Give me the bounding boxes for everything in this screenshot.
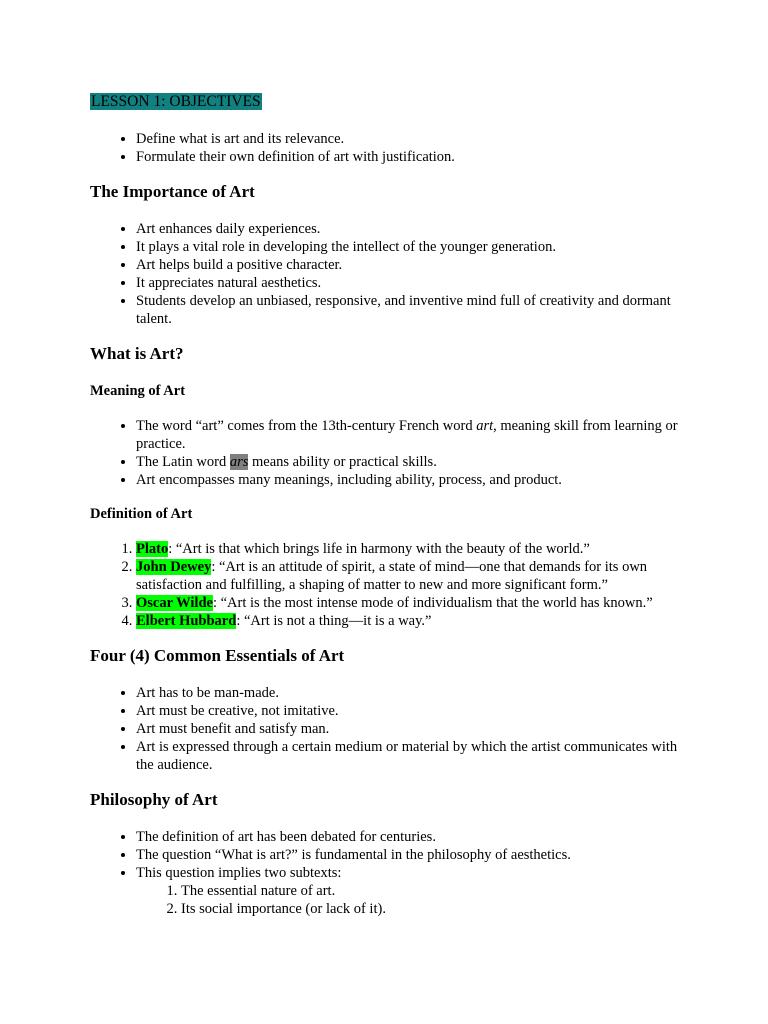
list-item: • Art has to be man-made. <box>136 684 690 702</box>
definition-heading: Definition of Art <box>90 506 193 522</box>
author-name: Plato <box>136 541 169 557</box>
meaning-text: The Latin word <box>136 454 230 470</box>
meaning-text: means ability or practical skills. <box>248 454 437 470</box>
list-item: • Art is expressed through a certain medium or material by which the artist communicates with the audience. <box>136 738 690 774</box>
author-name: Elbert Hubbard <box>136 613 237 629</box>
list-item <box>136 558 690 594</box>
objectives-list <box>90 130 690 166</box>
list-item: • Art must be creative, not imitative. <box>136 702 690 720</box>
list-item-text: This question implies two subtexts: <box>136 865 342 881</box>
philosophy-heading: Philosophy of Art <box>90 790 218 809</box>
list-item <box>136 864 690 918</box>
quote-text: : “Art is not a thing—it is a way.” <box>236 613 432 629</box>
essentials-list <box>90 684 690 774</box>
subtexts-list <box>136 882 690 918</box>
list-item: • Formulate their own definition of art with justification. <box>136 148 690 166</box>
quote-text: : “Art is the most intense mode of individualism that the world has known.” <box>212 595 653 611</box>
list-item: 1. The essential nature of art. <box>181 882 690 900</box>
list-item: • Art must benefit and satisfy man. <box>136 720 690 738</box>
philosophy-list <box>90 828 690 918</box>
list-item: 2. Its social importance (or lack of it). <box>181 900 690 918</box>
list-item: • The question “What is art?” is fundamental in the philosophy of aesthetics. <box>136 846 690 864</box>
meaning-text: , meaning skill from learning or practice. <box>136 418 678 452</box>
list-item: • It appreciates natural aesthetics. <box>136 274 690 292</box>
lesson-title <box>90 93 690 111</box>
author-name: John Dewey <box>136 559 212 575</box>
meaning-text: The word “art” comes from the 13th-century French word <box>136 418 477 434</box>
definitions-list <box>90 540 690 630</box>
list-item: • Art encompasses many meanings, including ability, process, and product. <box>136 471 690 489</box>
importance-heading: The Importance of Art <box>90 182 255 201</box>
lesson-title-text: LESSON 1: OBJECTIVES <box>91 93 261 110</box>
latin-word: ars <box>229 454 249 470</box>
what-is-art-heading: What is Art? <box>90 344 184 363</box>
importance-list <box>90 220 690 328</box>
quote-text: : “Art is an attitude of spirit, a state of mind—one that demands for its own satisfaction and fulfilling, a shaping of matter to new and more significant form.” <box>136 559 648 593</box>
list-item <box>136 453 690 471</box>
list-item <box>136 417 690 453</box>
list-item: • Define what is art and its relevance. <box>136 130 690 148</box>
meaning-heading: Meaning of Art <box>90 383 186 399</box>
quote-text: : “Art is that which brings life in harmony with the beauty of the world.” <box>168 541 590 557</box>
list-item: • The definition of art has been debated for centuries. <box>136 828 690 846</box>
essentials-heading: Four (4) Common Essentials of Art <box>90 646 345 665</box>
list-item: • It plays a vital role in developing the intellect of the younger generation. <box>136 238 690 256</box>
list-item: • Art helps build a positive character. <box>136 256 690 274</box>
list-item <box>136 540 690 558</box>
author-name: Oscar Wilde <box>136 595 213 611</box>
document-body <box>90 93 690 934</box>
meaning-list <box>90 417 690 489</box>
french-word: art <box>476 418 494 434</box>
list-item: • Students develop an unbiased, responsive, and inventive mind full of creativity and dormant talent. <box>136 292 690 328</box>
list-item: • Art enhances daily experiences. <box>136 220 690 238</box>
list-item <box>136 612 690 630</box>
list-item <box>136 594 690 612</box>
